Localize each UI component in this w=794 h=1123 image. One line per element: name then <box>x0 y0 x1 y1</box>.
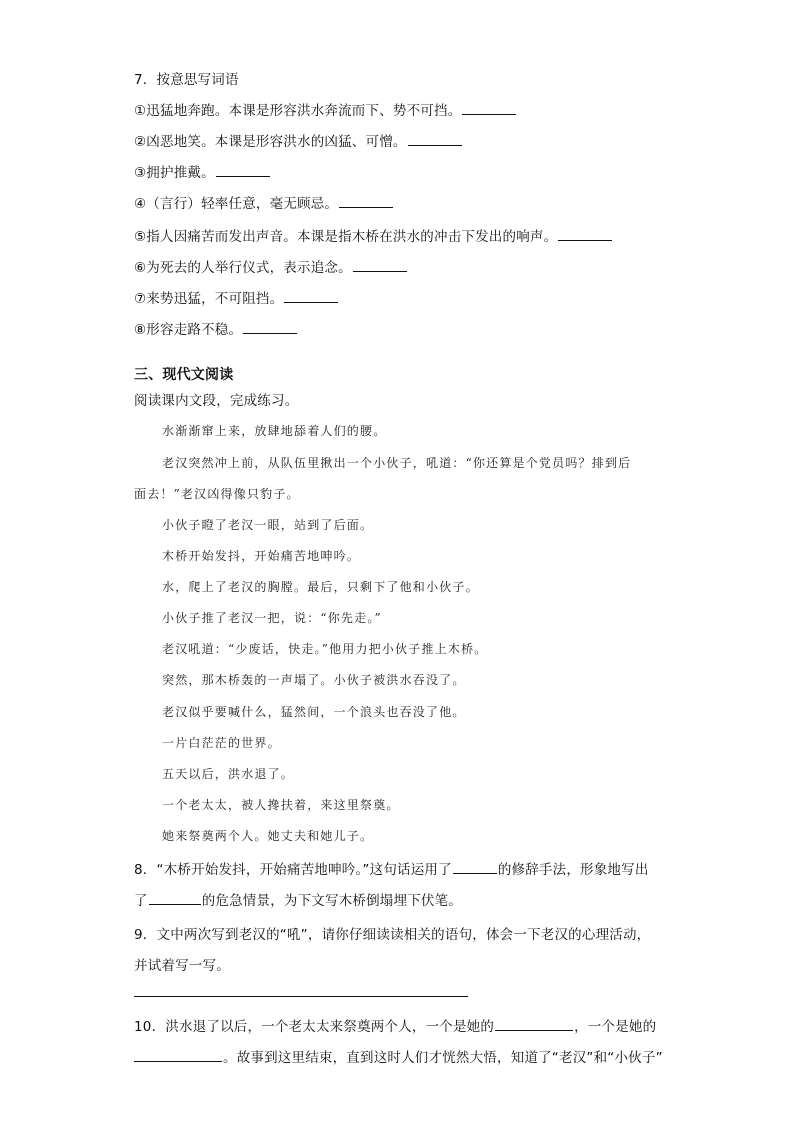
q8-blank-1[interactable] <box>453 861 497 874</box>
q8-text-1: 8．“木桥开始发抖，开始痛苦地呻吟。”这句话运用了 <box>134 862 452 878</box>
q7-item-4 <box>134 192 394 212</box>
q7-item-6 <box>134 256 408 276</box>
passage-line: 突然，那木桥轰的一声塌了。小伙子被洪水吞没了。 <box>162 673 466 687</box>
q10-blank-2[interactable] <box>134 1049 222 1062</box>
q7-blank-6[interactable] <box>353 259 407 272</box>
q10-text-1: 10．洪水退了以后，一个老太太来祭奠两个人，一个是她的 <box>134 1019 495 1035</box>
q7-item-1 <box>134 99 517 119</box>
q9-line-1: 9．文中两次写到老汉的“吼”，请你仔细读读相关的语句，体会一下老汉的心理活动， <box>134 927 651 943</box>
q7-item-4-text: ④（言行）轻率任意，毫无顾忌。 <box>134 196 339 212</box>
q10-line-2 <box>134 1046 663 1066</box>
q8-line-1 <box>134 858 649 878</box>
q7-item-3 <box>134 161 271 181</box>
q8-text-2: 的修辞手法，形象地写出 <box>497 862 649 878</box>
passage-line: 小伙子推了老汉一把，说：“你先走。” <box>162 611 382 625</box>
passage-line: 小伙子瞪了老汉一眼，站到了后面。 <box>162 518 374 532</box>
section-3-title: 三、现代文阅读 <box>134 367 234 383</box>
passage-line: 老汉似乎要喊什么，猛然间，一个浪头也吞没了他。 <box>162 705 466 719</box>
passage-line: 水渐渐窜上来，放肆地舔着人们的腰。 <box>162 424 387 438</box>
q7-item-2-text: ②凶恶地笑。本课是形容洪水的凶猛、可憎。 <box>134 134 407 150</box>
q8-blank-2[interactable] <box>149 892 201 905</box>
q7-item-5 <box>134 225 613 245</box>
q7-blank-4[interactable] <box>339 195 393 208</box>
section-3-instruction: 阅读课内文段，完成练习。 <box>134 393 299 409</box>
q7-title: 7．按意思写词语 <box>134 72 239 88</box>
passage-line: 老汉吼道：“少废话，快走。”他用力把小伙子推上木桥。 <box>162 642 488 656</box>
passage-line: 木桥开始发抖，开始痛苦地呻吟。 <box>162 549 361 563</box>
q9-line-2: 并试着写一写。 <box>134 958 230 974</box>
q7-blank-7[interactable] <box>284 290 338 303</box>
q10-line-1 <box>134 1015 656 1035</box>
q7-blank-1[interactable] <box>462 102 516 115</box>
q10-blank-1[interactable] <box>495 1018 573 1031</box>
q7-item-2 <box>134 130 463 150</box>
q7-item-6-text: ⑥为死去的人举行仪式，表示追念。 <box>134 260 352 276</box>
passage-line: 五天以后，洪水退了。 <box>162 767 295 781</box>
q7-blank-2[interactable] <box>408 133 462 146</box>
q7-item-8-text: ⑧形容走路不稳。 <box>134 322 243 338</box>
q10-text-3: 。故事到这里结束，直到这时人们才恍然大悟，知道了“老汉”和“小伙子” <box>223 1050 663 1066</box>
q8-text-3: 了 <box>134 893 148 909</box>
passage-line: 她来祭奠两个人。她丈夫和她儿子。 <box>162 829 374 843</box>
q7-item-8 <box>134 318 298 338</box>
passage-line: 水，爬上了老汉的胸膛。最后，只剩下了他和小伙子。 <box>162 580 479 594</box>
q7-blank-8[interactable] <box>243 321 297 334</box>
q7-item-7 <box>134 287 339 307</box>
q7-blank-5[interactable] <box>558 228 612 241</box>
q8-text-4: 的危急情景，为下文写木桥倒塌埋下伏笔。 <box>201 893 463 909</box>
q9-answer-line[interactable] <box>134 996 468 997</box>
q7-item-3-text: ③拥护推戴。 <box>134 165 215 181</box>
passage-line: 一个老太太，被人搀扶着，来这里祭奠。 <box>162 798 400 812</box>
q10-text-2: ，一个是她的 <box>574 1019 657 1035</box>
q7-item-7-text: ⑦来势迅猛，不可阻挡。 <box>134 291 284 307</box>
passage-line: 面去！”老汉凶得像只豹子。 <box>134 487 300 501</box>
q7-blank-3[interactable] <box>216 164 270 177</box>
q7-item-5-text: ⑤指人因痛苦而发出声音。本课是指木桥在洪水的冲击下发出的响声。 <box>134 229 558 245</box>
passage-line: 老汉突然冲上前，从队伍里揪出一个小伙子，吼道：“你还算是个党员吗？排到后 <box>162 456 632 470</box>
passage-line: 一片白茫茫的世界。 <box>162 736 281 750</box>
q8-line-2 <box>134 889 462 909</box>
q7-item-1-text: ①迅猛地奔跑。本课是形容洪水奔流而下、势不可挡。 <box>134 103 462 119</box>
